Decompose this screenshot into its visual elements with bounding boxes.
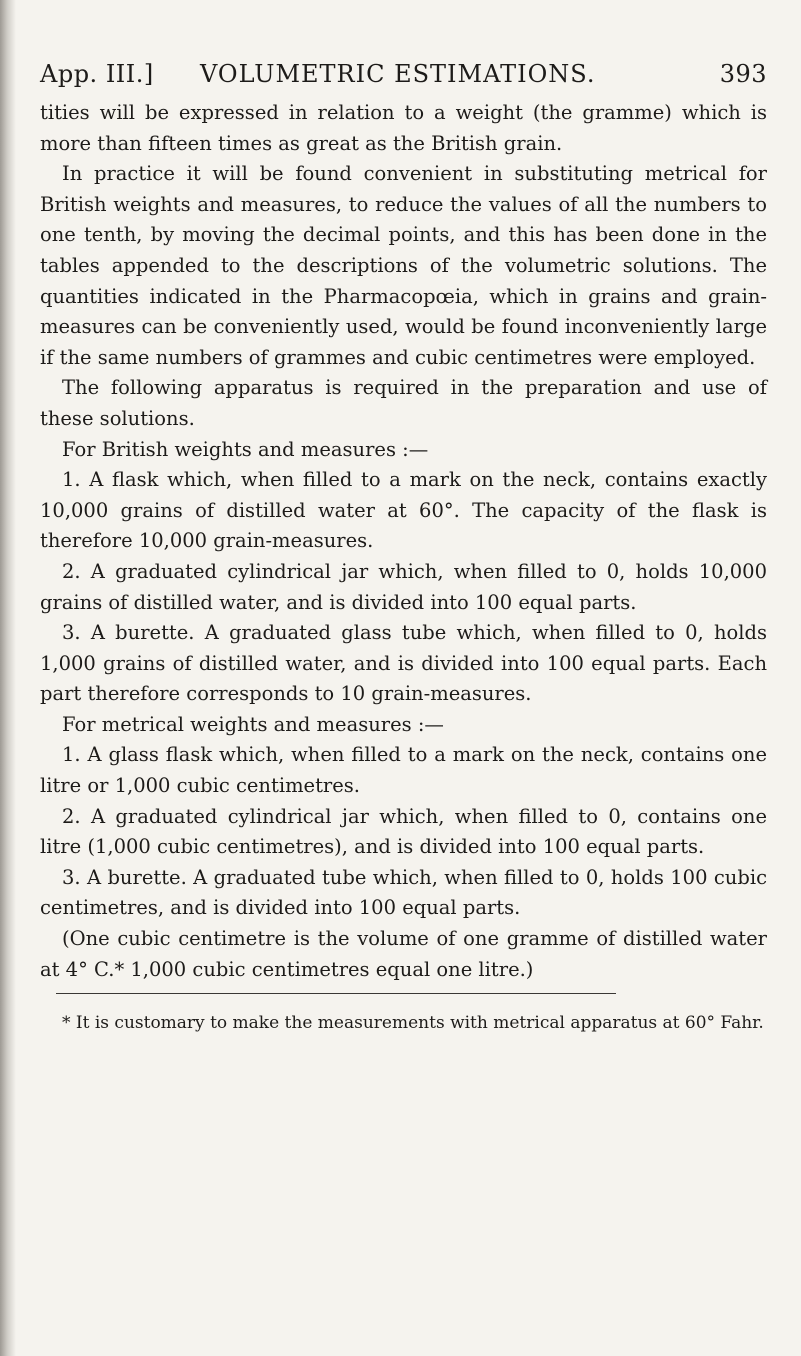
paragraph-cubic-centimetre-note: (One cubic centimetre is the volume of one gramme of distilled water at 4° C.* 1,000 cubic centimetres equal one litre.) <box>40 927 767 981</box>
list-item-british-burette: 3. A burette. A graduated glass tube which, when filled to 0, holds 1,000 grains of distilled water, and is divided into 100 equal parts. Each part therefore corresponds to 10 grain-measures. <box>40 621 767 706</box>
binding-gutter-shadow <box>0 0 16 1356</box>
running-head <box>40 60 767 96</box>
running-title: VOLUMETRIC ESTIMATIONS. <box>200 60 596 88</box>
list-item-british-flask: 1. A flask which, when filled to a mark on the neck, contains exactly 10,000 grains of distilled water at 60°. The capacity of the flask is therefore 10,000 grain-measures. <box>40 468 767 553</box>
footnote: * It is customary to make the measurements with metrical apparatus at 60° Fahr. <box>62 1013 764 1034</box>
paragraph-continuation: tities will be expressed in relation to a weight (the gramme) which is more than fifteen times as great as the British grain. <box>40 101 767 155</box>
book-page <box>40 60 767 1052</box>
paragraph-apparatus-intro: The following apparatus is required in the preparation and use of these solutions. <box>40 376 767 430</box>
section-reference: App. III.] <box>40 60 154 88</box>
list-item-metrical-flask: 1. A glass flask which, when filled to a mark on the neck, contains one litre or 1,000 cubic centimetres. <box>40 743 767 798</box>
list-item-british-jar: 2. A graduated cylindrical jar which, when filled to 0, holds 10,000 grains of distilled water, and is divided into 100 equal parts. <box>40 559 767 614</box>
list-item-metrical-burette: 3. A burette. A graduated tube which, when filled to 0, holds 100 cubic centimetres, and is divided into 100 equal parts. <box>40 865 767 920</box>
paragraph-practice: In practice it will be found convenient in substituting metrical for British weights and measures, to reduce the values of all the numbers to one tenth, by moving the decimal points, and this has been done in the tables appended to the descriptions of the volumetric solutions. The quantities indicated in the Pharmacopœia, which in grains and grain-measures can be conveniently used, would be found inconveniently large if the same numbers of grammes and cubic centimetres were employed. <box>40 162 767 369</box>
footnote-divider <box>56 993 616 994</box>
list-item-metrical-jar: 2. A graduated cylindrical jar which, when filled to 0, contains one litre (1,000 cubic centimetres), and is divided into 100 equal parts. <box>40 804 767 859</box>
heading-british-measures: For British weights and measures :— <box>62 437 429 461</box>
body-text <box>40 98 767 985</box>
heading-metrical-measures: For metrical weights and measures :— <box>62 712 444 736</box>
page-number: 393 <box>719 60 767 88</box>
